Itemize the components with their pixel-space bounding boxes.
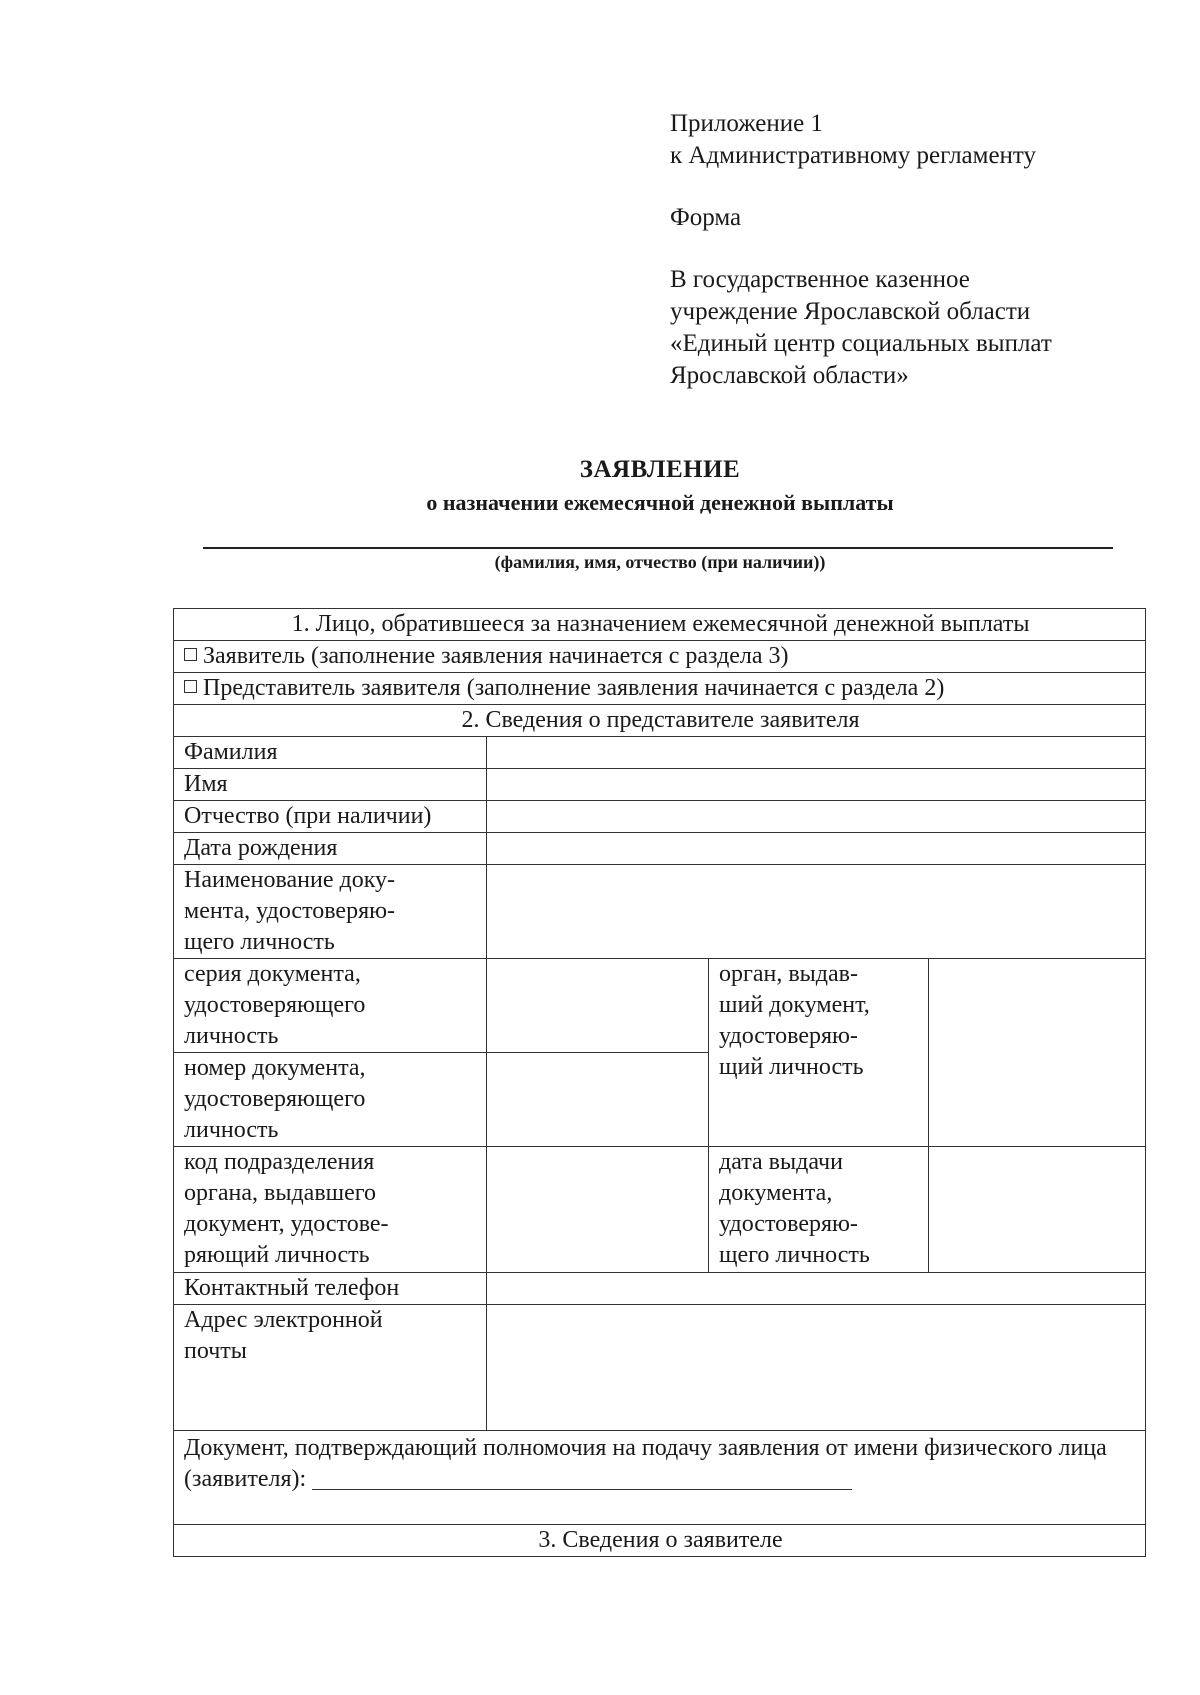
issue-date-label: дата выдачи документа, удостоверяю- щего личность xyxy=(709,1147,929,1273)
recipient-line-1: В государственное казенное xyxy=(670,266,970,293)
option-applicant-label: Заявитель (заполнение заявления начинается с раздела 3) xyxy=(203,643,789,669)
birth-date-input[interactable] xyxy=(487,833,1146,865)
surname-input[interactable] xyxy=(487,737,1146,769)
email-label: Адрес электронной почты xyxy=(174,1305,487,1431)
regulation-label: к Административному регламенту xyxy=(670,142,1037,169)
header-block xyxy=(670,108,1140,392)
doc-series-label: серия документа, удостоверяющего личность xyxy=(174,959,487,1053)
recipient-line-4: Ярославской области» xyxy=(670,362,909,389)
section3-heading: 3. Сведения о заявителе xyxy=(174,1525,1146,1557)
phone-input[interactable] xyxy=(487,1273,1146,1305)
authority-doc-input[interactable] xyxy=(312,1467,852,1490)
option-representative[interactable] xyxy=(174,673,1146,705)
patronymic-input[interactable] xyxy=(487,801,1146,833)
section2-heading: 2. Сведения о представителе заявителя xyxy=(174,705,1146,737)
doc-name-input[interactable] xyxy=(487,865,1146,959)
applicant-name-field[interactable] xyxy=(203,547,1113,549)
recipient-line-2: учреждение Ярославской области xyxy=(670,298,1031,325)
division-code-input[interactable] xyxy=(487,1147,709,1273)
first-name-input[interactable] xyxy=(487,769,1146,801)
doc-issuer-input[interactable] xyxy=(929,959,1146,1147)
patronymic-label: Отчество (при наличии) xyxy=(174,801,487,833)
phone-label: Контактный телефон xyxy=(174,1273,487,1305)
surname-label: Фамилия xyxy=(174,737,487,769)
authority-doc-row xyxy=(174,1431,1146,1525)
option-representative-label: Представитель заявителя (заполнение заявления начинается с раздела 2) xyxy=(203,675,945,701)
form-label: Форма xyxy=(670,204,742,231)
option-applicant[interactable] xyxy=(174,641,1146,673)
email-input[interactable] xyxy=(487,1305,1146,1431)
appendix-label: Приложение 1 xyxy=(670,110,823,137)
birth-date-label: Дата рождения xyxy=(174,833,487,865)
checkbox-representative[interactable] xyxy=(184,680,197,693)
division-code-label: код подразделения органа, выдавшего документ, удостове- ряющий личность xyxy=(174,1147,487,1273)
document-title: ЗАЯВЛЕНИЕ xyxy=(579,456,741,483)
authority-doc-label: Документ, подтверждающий полномочия на подачу заявления от имени физического лица (заявителя): xyxy=(184,1435,1107,1492)
document-subtitle: о назначении ежемесячной денежной выплаты xyxy=(426,490,894,515)
doc-series-input[interactable] xyxy=(487,959,709,1053)
first-name-label: Имя xyxy=(174,769,487,801)
issue-date-input[interactable] xyxy=(929,1147,1146,1273)
doc-name-label: Наименование доку- мента, удостоверяю- щего личность xyxy=(174,865,487,959)
section1-heading: 1. Лицо, обратившееся за назначением ежемесячной денежной выплаты xyxy=(174,609,1146,641)
recipient-line-3: «Единый центр социальных выплат xyxy=(670,330,1052,357)
application-form-table xyxy=(173,608,1146,1557)
doc-number-input[interactable] xyxy=(487,1053,709,1147)
checkbox-applicant[interactable] xyxy=(184,648,197,661)
doc-issuer-label: орган, выдав- ший документ, удостоверяю- щий личность xyxy=(709,959,929,1147)
name-field-caption: (фамилия, имя, отчество (при наличии)) xyxy=(494,552,826,572)
doc-number-label: номер документа, удостоверяющего личность xyxy=(174,1053,487,1147)
